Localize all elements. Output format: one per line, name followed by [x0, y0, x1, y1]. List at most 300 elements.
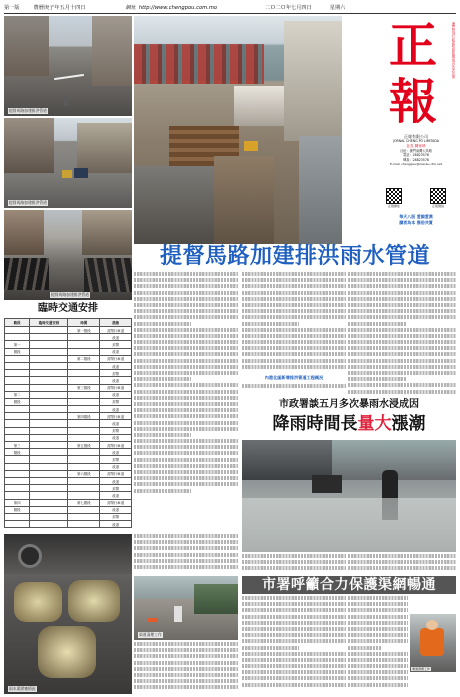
- table-cell: [30, 506, 68, 513]
- text-line: [242, 365, 346, 369]
- text-line: [134, 470, 238, 474]
- table-row: [5, 427, 132, 434]
- text-line: [134, 451, 238, 455]
- text-line: [134, 540, 238, 544]
- table-cell: [30, 449, 68, 456]
- table-cell: 第七階段: [68, 499, 100, 506]
- text-line: [242, 322, 299, 326]
- text-line: [348, 328, 456, 332]
- masthead-email: E-mail: chengpou@macau.ctm.net: [390, 162, 442, 166]
- text-line: [242, 309, 346, 313]
- masthead-eng-name: JORNAL CHENG PO LIMITADA: [393, 139, 439, 143]
- table-cell: [5, 470, 30, 477]
- text-line: [134, 421, 238, 425]
- table-cell: [30, 384, 68, 391]
- table-cell: [30, 463, 68, 470]
- text-line: [134, 667, 238, 671]
- text-line: [348, 390, 456, 394]
- table-row: [5, 398, 132, 405]
- table-row: [5, 327, 132, 334]
- text-line: [242, 652, 346, 656]
- table-cell: [5, 427, 30, 434]
- text-line: [134, 673, 238, 677]
- text-line: [242, 560, 346, 564]
- article-2-column-2: [348, 554, 456, 574]
- table-header: 臨時交通安排: [30, 319, 68, 327]
- text-line: [134, 648, 238, 652]
- table-row: [5, 362, 132, 369]
- headline-3-text: 市署呼籲合力保護渠網暢通: [262, 577, 436, 593]
- table-cell: 改道: [100, 420, 132, 427]
- table-cell: 封閉: [100, 427, 132, 434]
- table-row: [5, 413, 132, 420]
- text-line: [348, 658, 408, 662]
- text-line: [134, 546, 238, 550]
- table-cell: [68, 362, 100, 369]
- article-3-column-2: [242, 596, 346, 694]
- table-header: 路段: [5, 319, 30, 327]
- table-row: [5, 463, 132, 470]
- text-line: [348, 664, 408, 668]
- table-cell: 封閉行車道: [100, 442, 132, 449]
- table-cell: [30, 391, 68, 398]
- brand-slogan-3: 讀者為本: [399, 220, 416, 225]
- text-line: [134, 359, 238, 363]
- headline-2-main: 降雨時間長: [272, 414, 358, 434]
- text-line: [242, 334, 346, 338]
- text-line: [348, 566, 456, 570]
- table-cell: [68, 513, 100, 520]
- text-line: [348, 554, 456, 558]
- headline-3-banner: [242, 576, 456, 594]
- headline-2-end: 漲潮: [391, 414, 426, 434]
- text-line: [348, 560, 456, 564]
- text-line: [134, 445, 238, 449]
- table-row: [5, 406, 132, 413]
- table-cell: [5, 334, 30, 341]
- text-line: [348, 309, 456, 313]
- masthead-logo-char2: 報: [388, 74, 437, 130]
- table-cell: 第五階段: [68, 442, 100, 449]
- table-cell: [30, 348, 68, 355]
- construction-photo: [134, 16, 342, 244]
- table-cell: [5, 521, 30, 528]
- text-line: [134, 328, 238, 332]
- table-cell: 第四: [5, 499, 30, 506]
- table-cell: [30, 398, 68, 405]
- text-line: [242, 284, 346, 288]
- table-cell: [30, 341, 68, 348]
- table-cell: [30, 420, 68, 427]
- text-line: [348, 627, 408, 631]
- brand-slogan-4: 雅俗共賞: [416, 220, 433, 225]
- text-line: [348, 615, 408, 619]
- photo-caption-2: 提督馬路加建排洪管道: [9, 200, 47, 205]
- text-line: [242, 303, 346, 307]
- table-cell: [30, 406, 68, 413]
- text-line: [134, 278, 238, 282]
- text-line: [348, 315, 456, 319]
- text-line: [348, 278, 456, 282]
- lunar-date: 農曆庚子年五月十四日: [33, 5, 86, 11]
- text-line: [348, 633, 408, 637]
- text-line: [242, 272, 346, 276]
- table-cell: [68, 406, 100, 413]
- text-line: [242, 639, 346, 643]
- text-line: [348, 303, 456, 307]
- table-header: 措施: [100, 319, 132, 327]
- text-line: [348, 359, 456, 363]
- article-1-subhead: 內港北區新增排洪管道工程概況: [264, 375, 324, 380]
- text-line: [134, 322, 191, 326]
- text-line: [348, 383, 456, 387]
- text-line: [348, 365, 456, 369]
- text-line: [134, 654, 238, 658]
- text-line: [242, 602, 346, 606]
- text-line: [242, 664, 346, 668]
- text-line: [242, 658, 346, 662]
- table-row: [5, 348, 132, 355]
- photo-caption-6: 渠道清理工作: [412, 667, 431, 671]
- text-line: [242, 278, 346, 282]
- text-line: [134, 482, 238, 486]
- table-cell: 改道: [100, 521, 132, 528]
- table-cell: [30, 485, 68, 492]
- table-cell: [68, 398, 100, 405]
- text-line: [134, 371, 238, 375]
- table-cell: 封閉行車道: [100, 384, 132, 391]
- text-line: [134, 291, 238, 295]
- cleanup-photo-2: [410, 614, 456, 672]
- text-line: [134, 433, 191, 437]
- text-line: [242, 328, 346, 332]
- text-line: [134, 396, 238, 400]
- table-cell: 第二: [5, 391, 30, 398]
- text-line: [348, 340, 456, 344]
- site-label: 網址: [125, 5, 136, 11]
- table-cell: 第一階段: [68, 327, 100, 334]
- table-cell: [5, 370, 30, 377]
- table-cell: 改道: [100, 434, 132, 441]
- text-line: [348, 291, 456, 295]
- masthead-info-3: 電話：28823578: [403, 153, 429, 157]
- text-line: [242, 683, 346, 687]
- table-cell: [5, 362, 30, 369]
- text-line: [242, 646, 299, 650]
- text-line: [134, 439, 238, 443]
- street-photo-1: [4, 16, 132, 116]
- table-cell: [5, 434, 30, 441]
- table-cell: [5, 463, 30, 470]
- table-row: [5, 485, 132, 492]
- table-cell: [30, 513, 68, 520]
- table-header: 時間: [68, 319, 100, 327]
- table-cell: [5, 485, 30, 492]
- text-line: [134, 340, 238, 344]
- text-line: [242, 291, 346, 295]
- headline-1: [134, 244, 456, 270]
- text-line: [134, 284, 238, 288]
- table-cell: 封閉行車道: [100, 413, 132, 420]
- table-cell: [68, 420, 100, 427]
- text-line: [134, 365, 238, 369]
- table-cell: 改道: [100, 449, 132, 456]
- table-row: [5, 384, 132, 391]
- table-cell: [68, 370, 100, 377]
- text-line: [348, 377, 407, 381]
- flood-photo: [242, 440, 456, 552]
- table-row: [5, 434, 132, 441]
- table-cell: [68, 506, 100, 513]
- article-1-column-3: [242, 384, 346, 396]
- table-cell: [68, 485, 100, 492]
- text-line: [348, 334, 456, 338]
- brand-slogan-2: 愛國愛澳: [416, 214, 433, 219]
- article-1-column-2: [242, 272, 346, 372]
- text-line: [134, 272, 238, 276]
- table-cell: [68, 434, 100, 441]
- text-line: [134, 559, 238, 563]
- text-line: [242, 621, 346, 625]
- text-line: [134, 383, 238, 387]
- text-line: [348, 371, 456, 375]
- qr-label-wechat: 正報微信: [431, 204, 444, 208]
- table-cell: [5, 413, 30, 420]
- text-line: [134, 309, 238, 313]
- table-cell: [68, 391, 100, 398]
- text-line: [242, 346, 346, 350]
- table-cell: 階段: [5, 398, 30, 405]
- text-line: [348, 602, 408, 606]
- street-photo-3: [4, 210, 132, 300]
- table-cell: 封閉: [100, 398, 132, 405]
- text-line: [242, 384, 346, 388]
- table-row: [5, 521, 132, 528]
- table-cell: 改道: [100, 334, 132, 341]
- table-row: [5, 442, 132, 449]
- table-cell: [68, 477, 100, 484]
- photo-caption-5: 渠道清理工作: [139, 632, 162, 637]
- table-row: [5, 341, 132, 348]
- text-line: [134, 685, 238, 689]
- table-row: [5, 355, 132, 362]
- text-line: [134, 464, 238, 468]
- table-cell: [30, 334, 68, 341]
- table-cell: 第六階段: [68, 470, 100, 477]
- article-3-column-3: [348, 596, 408, 694]
- photo-caption-3: 提督馬路加建排洪管道: [51, 292, 89, 297]
- masthead-side-text: 澳門特別行政區政府新聞局登記 第23號: [451, 22, 455, 79]
- table-cell: 封閉行車道: [100, 499, 132, 506]
- table-cell: [5, 477, 30, 484]
- table-cell: 改道: [100, 391, 132, 398]
- table-cell: [5, 420, 30, 427]
- masthead-info-4: 傳真：28823578: [403, 157, 429, 162]
- cleanup-photo-1: [134, 576, 238, 640]
- text-line: [348, 272, 456, 276]
- text-line: [242, 627, 346, 631]
- text-line: [134, 352, 238, 356]
- table-cell: 封閉: [100, 513, 132, 520]
- text-line: [134, 408, 238, 412]
- text-line: [348, 608, 408, 612]
- table-cell: [30, 362, 68, 369]
- text-line: [134, 679, 238, 683]
- table-cell: 第一: [5, 341, 30, 348]
- masthead-info-2: 社址：澳門南灣大馬路: [400, 148, 432, 153]
- article-1-column-1: [134, 272, 238, 498]
- text-line: [134, 297, 238, 301]
- table-cell: [30, 477, 68, 484]
- table-cell: [30, 434, 68, 441]
- text-line: [134, 661, 238, 665]
- table-cell: [30, 327, 68, 334]
- text-line: [348, 621, 408, 625]
- table-cell: 階段: [5, 506, 30, 513]
- table-cell: [5, 355, 30, 362]
- text-line: [134, 565, 238, 569]
- text-line: [134, 489, 191, 493]
- table-cell: 改道: [100, 477, 132, 484]
- table-cell: [30, 355, 68, 362]
- text-line: [242, 615, 346, 619]
- table-cell: [68, 463, 100, 470]
- table-row: [5, 334, 132, 341]
- table-cell: 第三階段: [68, 384, 100, 391]
- text-line: [134, 377, 191, 381]
- page-number: 第一版: [4, 5, 20, 11]
- text-line: [134, 402, 238, 406]
- text-line: [242, 676, 346, 680]
- table-row: [5, 420, 132, 427]
- table-cell: 第四階段: [68, 413, 100, 420]
- table-row: [5, 377, 132, 384]
- table-cell: 改道: [100, 377, 132, 384]
- text-line: [348, 683, 408, 687]
- street-photo-2: [4, 118, 132, 208]
- photo-caption-4: 雨水渠淤塞情況: [9, 686, 36, 691]
- text-line: [134, 458, 238, 462]
- table-cell: [68, 427, 100, 434]
- text-line: [134, 315, 238, 319]
- table-row: [5, 470, 132, 477]
- table-row: [5, 506, 132, 513]
- table-cell: [30, 456, 68, 463]
- table-row: [5, 513, 132, 520]
- table-cell: [30, 427, 68, 434]
- text-line: [348, 676, 408, 680]
- text-line: [242, 352, 346, 356]
- text-line: [134, 334, 238, 338]
- table-row: [5, 492, 132, 499]
- table-cell: 第二階段: [68, 355, 100, 362]
- table-cell: [5, 406, 30, 413]
- table-cell: [5, 327, 30, 334]
- site-url[interactable]: http://www.chengpou.com.mo: [138, 4, 218, 11]
- table-cell: 階段: [5, 449, 30, 456]
- table-cell: [68, 456, 100, 463]
- table-cell: [30, 521, 68, 528]
- text-line: [348, 297, 456, 301]
- text-line: [242, 315, 346, 319]
- table-cell: 改道: [100, 492, 132, 499]
- text-line: [134, 534, 238, 538]
- table-cell: 封閉: [100, 341, 132, 348]
- text-line: [242, 608, 346, 612]
- text-line: [242, 566, 346, 570]
- table-cell: [30, 442, 68, 449]
- table-cell: [5, 513, 30, 520]
- text-line: [134, 303, 238, 307]
- table-row: [5, 370, 132, 377]
- text-line: [134, 642, 238, 646]
- headline-2: [242, 398, 456, 438]
- qr-code-wechat[interactable]: [430, 188, 446, 204]
- table-cell: [5, 492, 30, 499]
- table-cell: [30, 492, 68, 499]
- text-line: [348, 322, 407, 326]
- table-cell: [68, 334, 100, 341]
- table-row: [5, 456, 132, 463]
- gregorian-date: 二Ｏ二Ｏ年七月四日: [265, 5, 312, 11]
- table-cell: [30, 470, 68, 477]
- table-cell: [68, 348, 100, 355]
- text-line: [134, 553, 238, 557]
- text-line: [242, 340, 346, 344]
- text-line: [134, 476, 238, 480]
- table-cell: [68, 492, 100, 499]
- masthead-logo-char1: 正: [388, 18, 437, 74]
- table-cell: [5, 377, 30, 384]
- text-line: [242, 596, 346, 600]
- text-line: [348, 670, 408, 674]
- text-line: [242, 554, 346, 558]
- text-line: [134, 427, 238, 431]
- table-cell: [30, 413, 68, 420]
- table-cell: 封閉: [100, 370, 132, 377]
- table-cell: [30, 377, 68, 384]
- text-line: [242, 633, 346, 637]
- table-cell: 封閉: [100, 485, 132, 492]
- header-bar: [4, 2, 456, 14]
- article-2-column-1: [242, 554, 346, 574]
- headline-2-accent: 量大: [357, 414, 392, 434]
- photo-caption-1: 提督馬路加建排洪管道: [9, 108, 47, 113]
- article-3-column-1: [134, 534, 238, 574]
- table-cell: 改道: [100, 506, 132, 513]
- brand-slogan-1: 每天八版: [399, 214, 416, 219]
- table-row: [5, 499, 132, 506]
- text-line: [348, 596, 408, 600]
- text-line: [242, 359, 346, 363]
- traffic-table: [4, 318, 132, 530]
- text-line: [348, 352, 456, 356]
- table-cell: [68, 449, 100, 456]
- table-row: [5, 477, 132, 484]
- table-cell: 第三: [5, 442, 30, 449]
- masthead: [372, 16, 456, 244]
- text-line: [348, 346, 456, 350]
- table-cell: 改道: [100, 348, 132, 355]
- text-line: [348, 639, 408, 643]
- text-line: [134, 346, 238, 350]
- masthead-sub-name: 正報有限公司: [404, 134, 428, 139]
- table-cell: [68, 341, 100, 348]
- table-cell: 階段: [5, 348, 30, 355]
- table-cell: [30, 499, 68, 506]
- headline-1-text: 提督馬路加建排洪雨水管道: [159, 244, 430, 269]
- qr-code-website[interactable]: [386, 188, 402, 204]
